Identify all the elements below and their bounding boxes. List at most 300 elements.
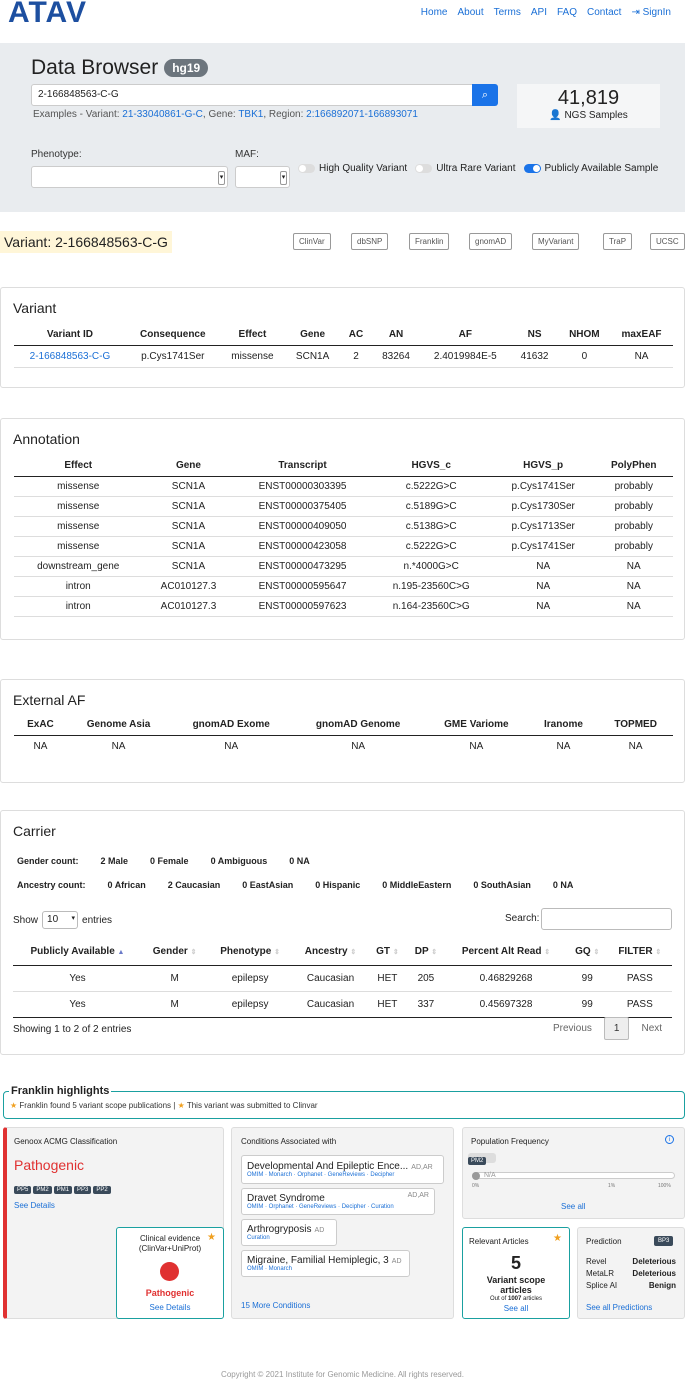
table-cell: n.195-23560C>G xyxy=(371,577,492,597)
toggle-switch-icon xyxy=(524,164,541,173)
filter-toggles xyxy=(298,163,658,174)
popfreq-tick: 0% xyxy=(472,1183,480,1189)
table-cell: M xyxy=(142,992,207,1018)
external-af-title: External AF xyxy=(13,692,86,708)
table-cell: NA xyxy=(595,577,673,597)
column-header: maxEAF xyxy=(610,324,673,346)
franklin-link[interactable]: Franklin xyxy=(409,233,449,250)
table-cell: intron xyxy=(14,577,142,597)
column-header: NHOM xyxy=(559,324,610,346)
table-row xyxy=(14,577,673,597)
popfreq-see-all[interactable]: See all xyxy=(561,1202,586,1211)
ancestry-value: 0 Hispanic xyxy=(315,880,361,890)
table-cell: intron xyxy=(14,597,142,617)
table-cell: Caucasian xyxy=(293,966,368,992)
clinical-title: Clinical evidence xyxy=(139,1234,201,1243)
search-button[interactable] xyxy=(472,84,498,106)
table-cell: Yes xyxy=(13,992,142,1018)
table-cell: 99 xyxy=(567,992,608,1018)
table-cell: ENST00000597623 xyxy=(235,597,371,617)
table-row xyxy=(13,966,672,992)
ancestry-count xyxy=(17,880,573,890)
example-gene-link[interactable]: TBK1 xyxy=(238,109,264,120)
table-cell: p.Cys1730Ser xyxy=(492,497,595,517)
carrier-search-input[interactable] xyxy=(541,908,672,930)
page-title xyxy=(31,56,208,80)
table-cell: p.Cys1741Ser xyxy=(126,346,220,368)
column-header: AC xyxy=(340,324,372,346)
show-label: Show xyxy=(13,914,39,926)
articles-sub xyxy=(464,1296,568,1302)
gnomad-link[interactable]: gnomAD xyxy=(469,233,512,250)
column-header: TOPMED xyxy=(598,714,673,736)
annotation-card xyxy=(0,418,685,640)
ancestry-value: 0 MiddleEastern xyxy=(382,880,452,890)
prediction-list xyxy=(586,1256,676,1292)
table-cell: Caucasian xyxy=(293,992,368,1018)
condition-item[interactable] xyxy=(241,1155,444,1184)
table-cell: missense xyxy=(14,497,142,517)
table-cell: p.Cys1713Ser xyxy=(492,517,595,537)
popfreq-value: N/A xyxy=(484,1172,496,1179)
table-row xyxy=(13,992,672,1018)
table-cell: NA xyxy=(492,597,595,617)
prediction-name: Revel xyxy=(586,1257,607,1266)
header-label: DP xyxy=(414,946,429,957)
search-examples xyxy=(33,109,418,120)
table-cell: 205 xyxy=(407,966,445,992)
table-row xyxy=(14,497,673,517)
atav-logo[interactable]: ATAV xyxy=(8,0,87,29)
ancestry-label: Ancestry count: xyxy=(17,880,86,890)
signin-label: SignIn xyxy=(642,7,671,18)
franklin-title: Franklin highlights xyxy=(11,1085,110,1097)
gene-prefix: , Gene: xyxy=(202,109,236,120)
variant-id-link[interactable]: 2-166848563-C-G xyxy=(14,346,126,368)
prediction-name: Splice AI xyxy=(586,1281,618,1290)
ancestry-value: 2 Caucasian xyxy=(167,880,221,890)
entries-dropdown-icon: ▾ xyxy=(71,915,76,922)
table-cell: HET xyxy=(368,992,407,1018)
sort-icon: ⇕ xyxy=(655,949,662,956)
table-cell: AC010127.3 xyxy=(142,577,234,597)
prediction-value: Deleterious xyxy=(632,1257,676,1266)
sort-header-ancestry[interactable] xyxy=(293,938,368,966)
articles-see-all[interactable]: See all xyxy=(503,1304,529,1313)
condition-name: Arthrogryposis xyxy=(247,1224,312,1235)
table-cell: 0 xyxy=(559,346,610,368)
condition-name: Migraine, Familial Hemiplegic, 3 xyxy=(247,1255,389,1266)
header-label: Percent Alt Read xyxy=(461,946,542,957)
column-header: HGVS_c xyxy=(371,455,492,477)
table-cell: SCN1A xyxy=(285,346,340,368)
pagination-previous[interactable]: Previous xyxy=(553,1023,592,1034)
column-header: AF xyxy=(420,324,510,346)
table-row xyxy=(14,346,673,368)
table-cell: 2 xyxy=(340,346,372,368)
toggle-publicly-available[interactable] xyxy=(524,163,659,174)
table-row xyxy=(14,477,673,497)
acmg-title: Genoox ACMG Classification xyxy=(14,1137,118,1146)
column-header: Gene xyxy=(285,324,340,346)
header-label: GQ xyxy=(575,946,591,957)
condition-inheritance: AD,AR xyxy=(411,1164,433,1171)
table-cell: n.164-23560C>G xyxy=(371,597,492,617)
condition-links[interactable]: OMIM · Orphanet · GeneReviews · Decipher · Curation xyxy=(247,1204,394,1210)
clinical-see-details[interactable]: See Details xyxy=(149,1303,191,1312)
table-cell: PASS xyxy=(608,992,672,1018)
table-row xyxy=(14,736,673,758)
table-cell: NA xyxy=(595,557,673,577)
star-icon: ★ xyxy=(553,1233,562,1244)
articles-sub-suffix: articles xyxy=(523,1296,543,1302)
sort-icon: ⇕ xyxy=(431,949,438,956)
sort-header-phenotype[interactable] xyxy=(207,938,293,966)
maf-dropdown-icon: ▾ xyxy=(280,171,287,185)
top-nav xyxy=(421,7,671,18)
column-header: Genome Asia xyxy=(67,714,170,736)
table-cell: c.5138G>C xyxy=(371,517,492,537)
page-title-text: Data Browser xyxy=(31,56,159,79)
table-cell: missense xyxy=(14,477,142,497)
articles-count: 5 xyxy=(510,1253,521,1273)
nav-home[interactable]: Home xyxy=(420,7,448,18)
acmg-see-details[interactable]: See Details xyxy=(14,1201,55,1210)
nav-terms[interactable]: Terms xyxy=(493,7,521,18)
column-header: Consequence xyxy=(126,324,220,346)
table-cell: SCN1A xyxy=(142,517,234,537)
entries-label: entries xyxy=(82,914,113,926)
table-cell: NA xyxy=(33,741,48,752)
table-cell: epilepsy xyxy=(207,992,293,1018)
popfreq-tag: PM2 xyxy=(468,1157,486,1165)
column-header: Iranome xyxy=(529,714,599,736)
search-icon: ⌕ xyxy=(481,89,489,101)
maf-select[interactable] xyxy=(235,166,290,188)
ancestry-value: 0 EastAsian xyxy=(242,880,294,890)
toggle-ur-label: Ultra Rare Variant xyxy=(436,163,516,174)
table-cell: NA xyxy=(111,741,126,752)
table-cell: epilepsy xyxy=(207,966,293,992)
toggle-switch-icon xyxy=(415,164,432,173)
column-header: gnomAD Exome xyxy=(170,714,292,736)
acmg-tag: PP5 xyxy=(14,1186,31,1194)
table-row xyxy=(14,597,673,617)
sort-header-gq[interactable] xyxy=(567,938,608,966)
table-cell: 83264 xyxy=(372,346,420,368)
articles-sub-prefix: Out of xyxy=(489,1296,507,1302)
ngs-count: 41,819 xyxy=(557,87,620,109)
star-icon: ★ xyxy=(207,1232,216,1243)
table-cell: NA xyxy=(595,597,673,617)
table-header-row xyxy=(14,324,673,346)
example-variant-link[interactable]: 21-33040861-G-C xyxy=(122,109,203,120)
table-cell: 0.45697328 xyxy=(445,992,567,1018)
ucsc-link[interactable]: UCSC xyxy=(650,233,685,250)
condition-item[interactable] xyxy=(241,1250,410,1277)
table-cell: NA xyxy=(610,346,673,368)
carrier-table-info: Showing 1 to 2 of 2 entries xyxy=(13,1024,132,1035)
toggle-hq-label: High Quality Variant xyxy=(319,163,408,174)
table-cell: probably xyxy=(595,517,673,537)
footer-copyright: Copyright © 2021 Institute for Genomic Medicine. All rights reserved. xyxy=(221,1370,464,1379)
search-input[interactable]: 2-166848563-C-G xyxy=(31,84,473,106)
sort-icon: ⇕ xyxy=(274,949,280,956)
table-cell: NA xyxy=(556,741,571,752)
column-header: Transcript xyxy=(235,455,371,477)
column-header: HGVS_p xyxy=(492,455,595,477)
table-header-row xyxy=(13,938,672,966)
sort-icon: ⇕ xyxy=(350,949,357,956)
nav-signin[interactable] xyxy=(631,7,671,18)
ancestry-value: 0 NA xyxy=(552,880,574,890)
toggle-high-quality[interactable] xyxy=(298,163,407,174)
entries-select[interactable] xyxy=(42,911,78,929)
table-cell: AC010127.3 xyxy=(142,597,234,617)
header-label: Ancestry xyxy=(304,946,348,957)
franklin-line2: This variant was submitted to Clinvar xyxy=(186,1101,318,1110)
annotation-card-title: Annotation xyxy=(13,431,80,447)
popfreq-marker-icon xyxy=(472,1172,480,1180)
condition-links[interactable]: Curation xyxy=(247,1235,270,1241)
sort-header-filter[interactable] xyxy=(608,938,672,966)
phenotype-label: Phenotype: xyxy=(31,149,82,160)
table-cell: SCN1A xyxy=(142,557,234,577)
column-header: gnomAD Genome xyxy=(292,714,424,736)
entries-value: 10 xyxy=(47,914,59,925)
table-cell: NA xyxy=(492,557,595,577)
gender-label: Gender count: xyxy=(17,856,79,866)
ngs-label: NGS Samples xyxy=(564,110,628,121)
popfreq-tick: 100% xyxy=(658,1183,671,1189)
table-header-row xyxy=(14,714,673,736)
sort-header-gt[interactable] xyxy=(368,938,407,966)
acmg-tag: PM2 xyxy=(33,1186,51,1194)
column-header: ExAC xyxy=(14,714,67,736)
search-label: Search: xyxy=(505,913,540,924)
ancestry-value: 0 SouthAsian xyxy=(473,880,531,890)
sort-header-percent-alt-read[interactable] xyxy=(445,938,567,966)
sort-header-publicly-available[interactable] xyxy=(13,938,142,966)
franklin-summary: ★ Franklin found 5 variant scope publications | ★ This variant was submitted to Clinvar xyxy=(10,1101,318,1110)
variant-table xyxy=(14,324,673,368)
table-cell: c.5222G>C xyxy=(371,477,492,497)
toggle-pa-label: Publicly Available Sample xyxy=(544,163,659,174)
carrier-table xyxy=(13,938,672,1018)
condition-inheritance: AD xyxy=(314,1227,325,1234)
trap-link[interactable]: TraP xyxy=(603,233,632,250)
table-cell: probably xyxy=(595,537,673,557)
table-cell: NA xyxy=(628,741,643,752)
table-cell: ENST00000423058 xyxy=(235,537,371,557)
condition-name: Dravet Syndrome xyxy=(247,1193,325,1204)
table-cell: ENST00000303395 xyxy=(235,477,371,497)
column-header: Variant ID xyxy=(14,324,126,346)
variant-card xyxy=(0,287,685,388)
table-row xyxy=(14,517,673,537)
acmg-result: Pathogenic xyxy=(14,1157,85,1173)
table-cell: probably xyxy=(595,477,673,497)
carrier-title: Carrier xyxy=(13,823,56,839)
sort-asc-icon: ▲ xyxy=(117,949,125,956)
table-cell: missense xyxy=(14,537,142,557)
table-row xyxy=(14,557,673,577)
user-icon: 👤 xyxy=(549,110,562,121)
condition-item[interactable] xyxy=(241,1188,435,1215)
table-cell: M xyxy=(142,966,207,992)
pagination-page[interactable]: 1 xyxy=(604,1017,630,1040)
phenotype-dropdown-icon: ▾ xyxy=(218,171,225,185)
clinical-result: Pathogenic xyxy=(145,1288,195,1298)
sort-icon: ⇕ xyxy=(544,949,551,956)
star-icon: ★ xyxy=(177,1101,185,1110)
table-header-row xyxy=(14,455,673,477)
condition-links[interactable]: OMIM · Monarch xyxy=(247,1266,293,1272)
column-header: Effect xyxy=(14,455,142,477)
table-row xyxy=(14,537,673,557)
toggle-switch-icon xyxy=(298,164,315,173)
table-cell: ENST00000409050 xyxy=(235,517,371,537)
table-cell: c.5189G>C xyxy=(371,497,492,517)
table-cell: NA xyxy=(351,741,366,752)
nav-faq[interactable]: FAQ xyxy=(556,7,577,18)
more-conditions-link[interactable]: 15 More Conditions xyxy=(241,1301,311,1310)
table-cell: SCN1A xyxy=(142,477,234,497)
header-label: Gender xyxy=(152,946,188,957)
table-cell: NA xyxy=(492,577,595,597)
info-icon[interactable]: i xyxy=(665,1135,674,1144)
toggle-ultra-rare[interactable] xyxy=(415,163,515,174)
articles-total: 1007 xyxy=(507,1296,522,1302)
table-cell: SCN1A xyxy=(142,497,234,517)
genome-badge: hg19 xyxy=(164,59,208,77)
header-label: GT xyxy=(376,946,391,957)
column-header: NS xyxy=(511,324,559,346)
table-cell: ENST00000595647 xyxy=(235,577,371,597)
popfreq-tick: 1% xyxy=(608,1183,616,1189)
table-cell: downstream_gene xyxy=(14,557,142,577)
table-cell: 2.4019984E-5 xyxy=(420,346,510,368)
dbsnp-link[interactable]: dbSNP xyxy=(351,233,388,250)
table-cell: p.Cys1741Ser xyxy=(492,537,595,557)
column-header: GME Variome xyxy=(424,714,529,736)
sort-icon: ⇕ xyxy=(593,949,600,956)
ngs-sample-count xyxy=(517,84,660,128)
table-cell: HET xyxy=(368,966,407,992)
table-cell: 337 xyxy=(407,992,445,1018)
pagination xyxy=(553,1017,662,1040)
table-cell: c.5222G>C xyxy=(371,537,492,557)
table-cell: 41632 xyxy=(511,346,559,368)
articles-title: Relevant Articles xyxy=(469,1237,529,1246)
star-icon: ★ xyxy=(10,1101,18,1110)
acmg-tag: PM1 xyxy=(54,1186,72,1194)
pathogenic-dot-icon xyxy=(160,1262,179,1281)
table-cell: p.Cys1741Ser xyxy=(492,477,595,497)
gender-value: 2 Male xyxy=(100,856,129,866)
prediction-row xyxy=(586,1280,676,1292)
table-cell: Yes xyxy=(13,966,142,992)
column-header: Gene xyxy=(142,455,234,477)
nav-contact[interactable]: Contact xyxy=(587,7,622,18)
sort-icon: ⇕ xyxy=(190,949,197,956)
nav-api[interactable]: API xyxy=(530,7,547,18)
table-cell: SCN1A xyxy=(142,537,234,557)
signin-icon: ⇥ xyxy=(631,7,640,18)
gender-value: 0 Ambiguous xyxy=(210,856,268,866)
table-cell: probably xyxy=(595,497,673,517)
phenotype-select[interactable] xyxy=(31,166,228,188)
variant-title: Variant: 2-166848563-C-G xyxy=(0,231,172,253)
variant-card-title: Variant xyxy=(13,300,57,316)
clinvar-link[interactable]: ClinVar xyxy=(293,233,331,250)
sort-icon: ⇕ xyxy=(392,949,399,956)
popfreq-tag-box xyxy=(468,1153,496,1163)
column-header: AN xyxy=(372,324,420,346)
table-cell: ENST00000375405 xyxy=(235,497,371,517)
clinical-sub: (ClinVar+UniProt) xyxy=(138,1244,202,1253)
prediction-see-all[interactable]: See all Predictions xyxy=(586,1303,653,1312)
popfreq-title: Population Frequency xyxy=(471,1137,549,1146)
examples-prefix: Examples - Variant: xyxy=(33,109,120,120)
external-af-card xyxy=(0,679,685,783)
table-cell: NA xyxy=(469,741,484,752)
table-cell: missense xyxy=(220,346,286,368)
condition-inheritance: AD,AR xyxy=(407,1192,429,1199)
region-prefix: , Region: xyxy=(263,109,304,120)
acmg-tag: PP3 xyxy=(74,1186,91,1194)
condition-name: Developmental And Epileptic Ence... xyxy=(247,1161,409,1172)
column-header: PolyPhen xyxy=(595,455,673,477)
nav-about[interactable]: About xyxy=(457,7,484,18)
condition-inheritance: AD xyxy=(391,1258,402,1265)
prediction-value: Benign xyxy=(648,1281,676,1290)
table-cell: PASS xyxy=(608,966,672,992)
header-label: Publicly Available xyxy=(30,946,115,957)
prediction-row xyxy=(586,1268,676,1280)
table-cell: 99 xyxy=(567,966,608,992)
sort-header-dp[interactable] xyxy=(407,938,445,966)
prediction-name: MetaLR xyxy=(586,1269,615,1278)
prediction-tag: BP3 xyxy=(654,1236,673,1246)
table-cell: 0.46829268 xyxy=(445,966,567,992)
pagination-next[interactable]: Next xyxy=(641,1023,663,1034)
sort-header-gender[interactable] xyxy=(142,938,207,966)
column-header: Effect xyxy=(220,324,286,346)
acmg-tag: PP2 xyxy=(93,1186,110,1194)
conditions-title: Conditions Associated with xyxy=(241,1137,337,1146)
condition-item[interactable] xyxy=(241,1219,337,1246)
prediction-title: Prediction xyxy=(586,1237,622,1246)
header-label: Phenotype xyxy=(220,946,272,957)
myvariant-link[interactable]: MyVariant xyxy=(532,233,579,250)
entries-control xyxy=(13,911,112,929)
table-cell: missense xyxy=(14,517,142,537)
articles-label: Variant scope articles xyxy=(486,1275,546,1295)
ancestry-value: 0 African xyxy=(107,880,146,890)
maf-label: MAF: xyxy=(235,149,259,160)
prediction-row xyxy=(586,1256,676,1268)
example-region-link[interactable]: 2:166892071-166893071 xyxy=(306,109,418,120)
gender-count xyxy=(17,856,310,866)
condition-links[interactable]: OMIM · Monarch · Orphanet · GeneReviews · Decipher xyxy=(247,1172,395,1178)
franklin-line1: Franklin found 5 variant scope publications xyxy=(19,1101,172,1110)
gender-value: 0 Female xyxy=(150,856,189,866)
table-cell: n.*4000G>C xyxy=(371,557,492,577)
table-cell: ENST00000473295 xyxy=(235,557,371,577)
gender-value: 0 NA xyxy=(289,856,310,866)
annotation-table xyxy=(14,455,673,617)
